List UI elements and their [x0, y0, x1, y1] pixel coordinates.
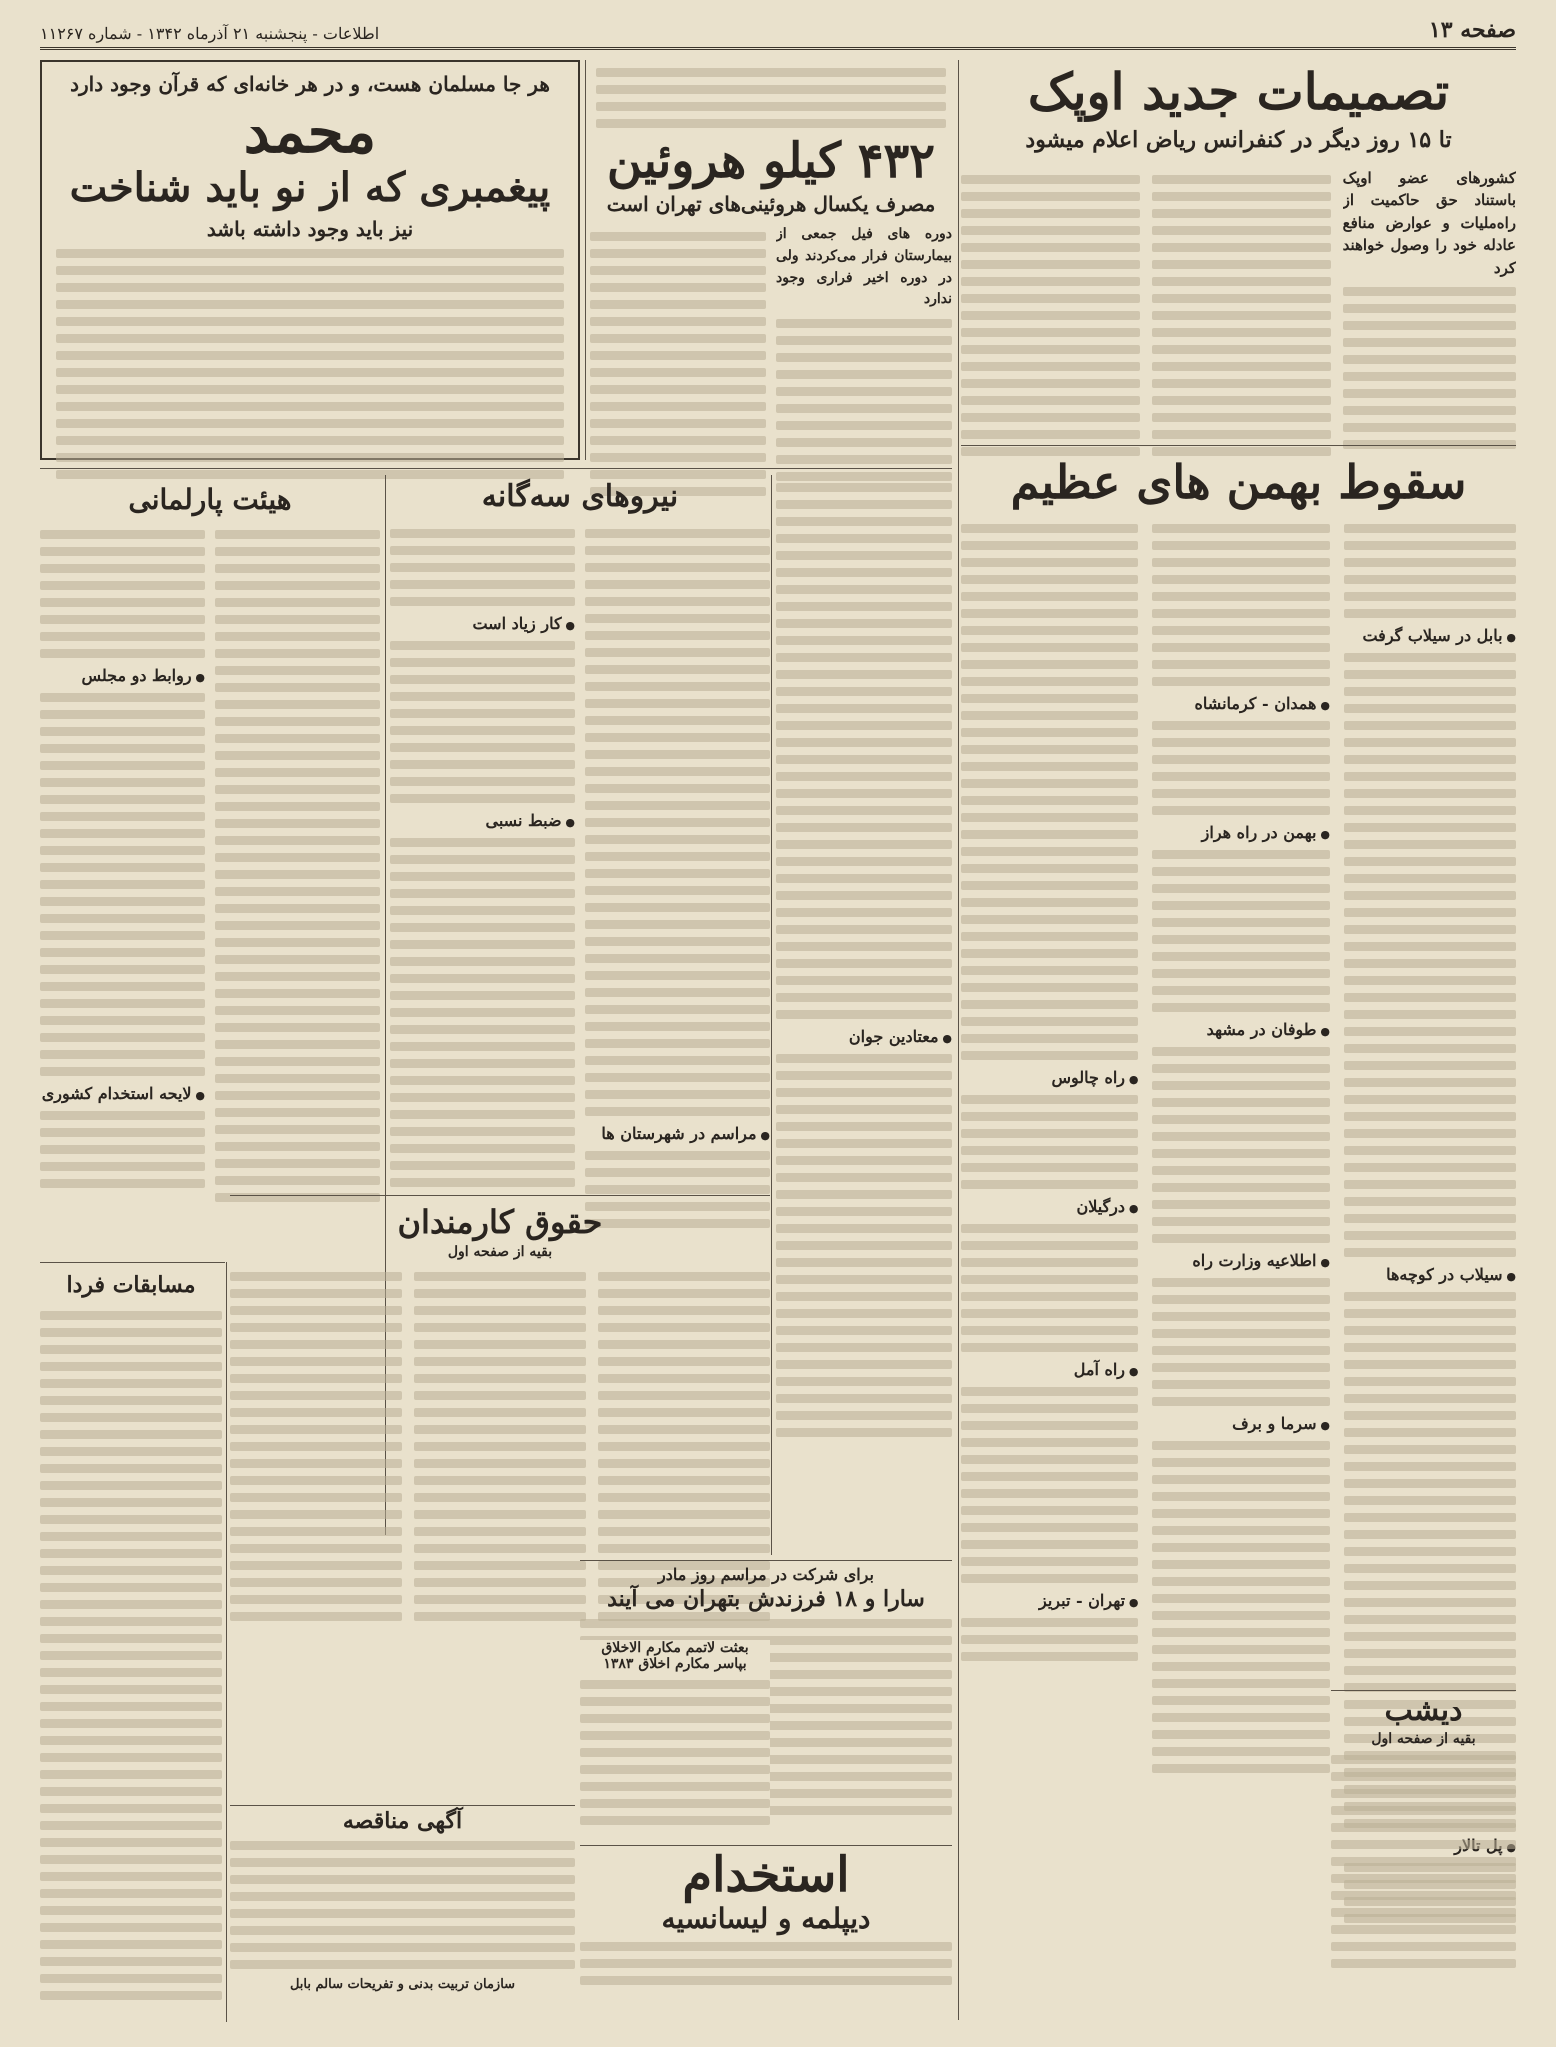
parliament-article: [40, 475, 380, 1255]
crosshead-sarma: ● سرما و برف: [1152, 1414, 1329, 1433]
tender-headline: آگهی مناقصه: [342, 1808, 463, 1834]
crosshead-babol: ● بابل در سیلاب گرفت: [1344, 626, 1516, 645]
sara-pre: برای شرکت در مراسم روز مادر: [658, 1565, 874, 1584]
parliament-headline: هیئت پارلمانی: [128, 483, 292, 516]
mohammad-top-line: هر جا مسلمان هست، و در هر خانه‌ای که قرآن وجود دارد: [70, 72, 550, 96]
employees-headline: حقوق کارمندان: [397, 1203, 603, 1241]
heroin-subhead: مصرف یکسال هروئینی‌های تهران است: [606, 192, 936, 217]
akhlagh-article: [580, 1640, 770, 1840]
akhlagh-sub: بپاسر مکارم اخلاق ۱۳۸۳: [603, 1656, 747, 1672]
tomorrow-headline: مسابقات فردا: [66, 1272, 196, 1298]
paper-info: اطلاعات - پنجشنبه ۲۱ آذرماه ۱۳۴۲ - شماره ۱۱۲۶۷: [40, 24, 380, 43]
dishab-subtitle: بقیه از صفحه اول: [1371, 1730, 1476, 1747]
dishab-article: [1331, 1695, 1516, 2025]
crosshead-chaloos: ● راه چالوس: [961, 1068, 1138, 1087]
opec-subhead: تا ۱۵ روز دیگر در کنفرانس ریاض اعلام میشود: [1025, 126, 1452, 153]
crosshead-motadin: ● معتادین جوان: [776, 1027, 952, 1046]
hiring-ad: [580, 1847, 952, 2025]
hiring-headline: استخدام: [682, 1847, 850, 1903]
sara-headline: سارا و ۱۸ فرزندش بتهران می آیند: [607, 1586, 925, 1612]
crosshead-zabt: ● ضبط نسبی: [390, 811, 575, 830]
bahman-article: [961, 450, 1516, 1840]
heroin-article: [590, 60, 952, 460]
crosshead-amol: ● راه آمل: [961, 1360, 1138, 1379]
hiring-subhead: دیپلمه و لیسانسیه: [661, 1902, 871, 1936]
crosshead-toofan: ● طوفان در مشهد: [1152, 1020, 1329, 1039]
opec-article: [961, 60, 1516, 445]
crosshead-kocheha: ● سیلاب در کوچه‌ها: [1344, 1265, 1516, 1284]
mohammad-box: [40, 60, 580, 460]
heroin-headline: ۴۳۲ کیلو هروئین: [606, 133, 936, 189]
crosshead-vezarat: ● اطلاعیه وزارت راه: [1152, 1251, 1329, 1270]
crosshead-kar: ● کار زیاد است: [390, 614, 575, 633]
dishab-title: دیشب: [1384, 1693, 1463, 1728]
crosshead-estekhdam: ● لایحه استخدام کشوری: [40, 1084, 205, 1103]
tender-ad: [230, 1810, 575, 2025]
heroin-lead: دوره های فیل جمعی از بیمارستان فرار می‌کردند ولی در دوره اخیر فراری وجود ندارد: [776, 226, 952, 308]
opec-headline: تصمیمات جدید اوپک: [1027, 62, 1450, 121]
mohammad-name: محمد: [243, 98, 377, 166]
page-number: صفحه ۱۳: [1428, 17, 1516, 43]
bahman-headline: سقوط بهمن های عظیم: [1010, 455, 1467, 509]
masthead: [40, 10, 1516, 50]
forces-article: [390, 475, 770, 1195]
crosshead-bahman-haraz: ● بهمن در راه هراز: [1152, 823, 1329, 842]
tomorrow-article: [40, 1268, 222, 2018]
crosshead-tehran-tabriz: ● تهران - تبریز: [961, 1591, 1138, 1610]
employees-subtitle: بقیه از صفحه اول: [447, 1243, 553, 1260]
mohammad-tagline: نیز باید وجود داشته باشد: [206, 216, 414, 241]
mohammad-title: پیغمبری که از نو باید شناخت: [69, 163, 551, 211]
crosshead-dargilan: ● درگیلان: [961, 1197, 1138, 1216]
tender-signature: سازمان تربیت بدنی و تفریحات سالم بابل: [289, 1977, 516, 1993]
akhlagh-headline: بعثت لاتمم مکارم الاخلاق: [601, 1640, 749, 1656]
crosshead-shahrestan: ● مراسم در شهرستان ها: [585, 1124, 770, 1143]
heroin-continued: [776, 475, 952, 1555]
crosshead-hamadan: ● همدان - کرمانشاه: [1152, 694, 1329, 713]
opec-lead: کشورهای عضو اوپک باستناد حق حاکمیت از راه‌ملیات و عوارض منافع عادله خود را وصول خواهند کرد: [1342, 168, 1516, 277]
forces-headline: نیروهای سه‌گانه: [481, 479, 679, 514]
crosshead-ravabet: ● روابط دو مجلس: [40, 666, 205, 685]
